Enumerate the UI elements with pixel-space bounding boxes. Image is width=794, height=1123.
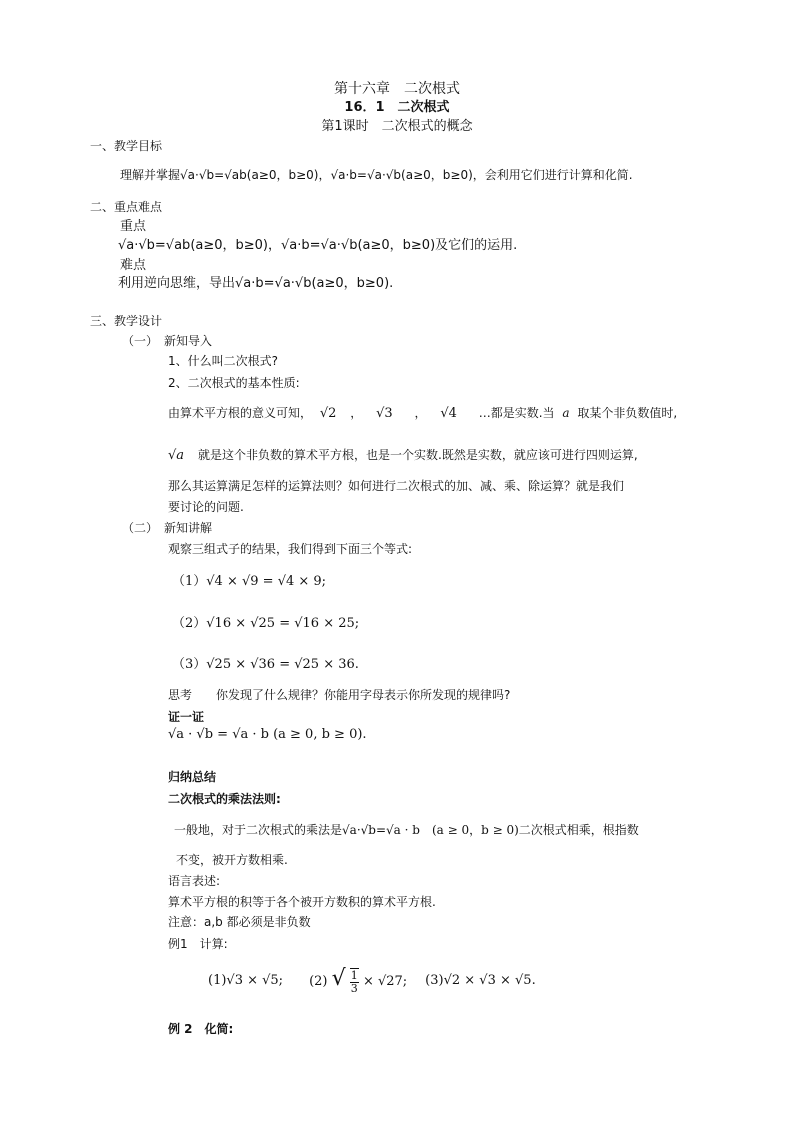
language-text: 算术平方根的积等于各个被开方数积的算术平方根.	[168, 895, 436, 909]
key-formula-line	[118, 234, 517, 253]
rule-tail: 二次根式相乘，根指数	[518, 823, 639, 837]
part-two-heading: （二） 新知讲解	[122, 521, 213, 535]
fraction-denominator: 3	[350, 982, 358, 995]
rule-formula: √a·√b=√a · b (a ≥ 0，b ≥ 0)	[342, 823, 519, 837]
example-1-part-c: (3)√2 × √3 × √5.	[425, 973, 536, 988]
equation-1: （1）√4 × √9 = √4 × 9;	[172, 574, 327, 589]
radical-sqrt3: √3	[376, 406, 393, 421]
radical-sqrt2: √2	[319, 406, 337, 421]
multiplication-rule-label: 二次根式的乘法法则:	[168, 792, 281, 806]
difficulty-line	[118, 272, 393, 291]
separator-2: ，	[414, 406, 427, 420]
objectives-formula: √a·√b=√ab(a≥0，b≥0)，√a·b=√a·√b(a≥0，b≥0)	[180, 168, 473, 182]
rule-line-2: 不变，被开方数相乘.	[176, 853, 288, 867]
question-1: 1、什么叫二次根式?	[168, 354, 279, 368]
rule-line-1	[174, 821, 639, 838]
paragraph-1-middle: …都是实数.当	[478, 406, 555, 420]
objectives-text	[120, 166, 633, 183]
paragraph-line-1	[168, 404, 677, 421]
example-1-part-a: (1)√3 × √5;	[208, 973, 284, 988]
part-one-heading: （一） 新知导入	[122, 334, 213, 348]
example-1-part-b	[309, 966, 407, 995]
separator-1: ，	[350, 406, 363, 420]
question-2: 2、二次根式的基本性质:	[168, 376, 300, 390]
example-1-problems	[208, 966, 536, 995]
prove-formula: √a · √b = √a · b (a ≥ 0, b ≥ 0).	[168, 727, 367, 742]
fraction-one-third	[350, 968, 359, 995]
objectives-tail: ，会利用它们进行计算和化简.	[472, 168, 633, 182]
paragraph-line-4: 要讨论的问题.	[168, 500, 244, 514]
objectives-heading: 一、教学目标	[90, 139, 163, 153]
radical-sqrt-a: √a	[168, 448, 185, 463]
paragraph-line-2	[168, 446, 638, 463]
big-radical-icon: √	[331, 966, 346, 991]
observe-text: 观察三组式子的结果，我们得到下面三个等式:	[168, 542, 413, 556]
difficulty-formula: √a·b=√a·√b(a≥0，b≥0).	[235, 276, 394, 291]
variable-a: a	[562, 406, 570, 420]
example-1-part-b-suffix: × √27;	[362, 974, 408, 989]
example-1-label: 例1 计算:	[168, 937, 228, 951]
summary-label: 归纳总结	[168, 770, 217, 784]
key-formula: √a·√b=√ab(a≥0，b≥0)，√a·b=√a·√b(a≥0，b≥0)	[118, 238, 436, 253]
difficulty-text: 利用逆向思维，导出	[118, 276, 236, 291]
paragraph-1-lead: 由算术平方根的意义可知，	[168, 406, 313, 420]
fraction-numerator: 1	[350, 969, 358, 982]
language-label: 语言表述:	[168, 874, 221, 888]
equation-2: （2）√16 × √25 = √16 × 25;	[172, 616, 360, 631]
key-points-heading: 二、重点难点	[90, 200, 163, 214]
lesson-title: 第1课时 二次根式的概念	[321, 119, 473, 134]
paragraph-1-tail: 取某个非负数值时,	[577, 406, 678, 420]
paragraph-line-3: 那么其运算满足怎样的运算法则？如何进行二次根式的加、减、乘、除运算？就是我们	[168, 479, 625, 493]
radical-sqrt4: √4	[440, 406, 457, 421]
think-prompt: 思考 你发现了什么规律？你能用字母表示你所发现的规律吗?	[168, 688, 511, 702]
equation-3: （3）√25 × √36 = √25 × 36.	[172, 657, 359, 672]
key-formula-tail: 及它们的运用.	[435, 238, 518, 253]
objectives-lead: 理解并掌握	[120, 168, 181, 182]
section-title: 16．1 二次根式	[344, 100, 450, 115]
paragraph-2-text: 就是这个非负数的算术平方根，也是一个实数.既然是实数，就应该可进行四则运算,	[198, 448, 638, 462]
prove-label: 证一证	[168, 710, 205, 724]
key-label: 重点	[120, 219, 147, 234]
example-1-part-b-prefix: (2)	[309, 974, 328, 989]
difficulty-label: 难点	[120, 258, 147, 273]
example-2-label: 例 2 化简:	[168, 1022, 234, 1036]
rule-lead: 一般地，对于二次根式的乘法是	[174, 823, 343, 837]
design-heading: 三、教学设计	[90, 314, 163, 328]
chapter-title: 第十六章 二次根式	[334, 81, 460, 97]
note-text: 注意：a,b 都必须是非负数	[168, 915, 311, 929]
